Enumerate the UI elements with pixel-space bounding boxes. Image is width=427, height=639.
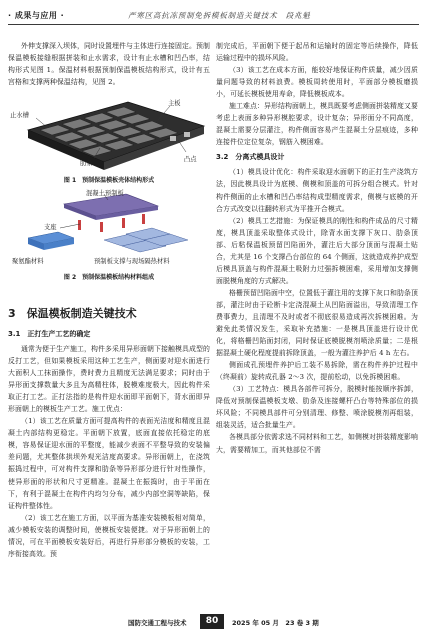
figure-1 (8, 92, 210, 174)
left-column-lower (8, 325, 210, 560)
subsection-3-2-title: 3.2 分离式模具设计 (216, 153, 285, 162)
figure-1-caption: 图 1 预制保温模板壳体结构形式 (63, 177, 155, 185)
right-paragraph-4: （1）模具设计优化：构件采取迎水面朝下的正打生产浇筑方法，因此模具设计为底模、侧模和顶盖的可拆分组合模式。针对构件侧面的止水槽和凹凸率结构成型精度需求，侧模与底模的开合方式改变以往翻转形式为平推开合模式。 (216, 168, 418, 213)
label-insulation: 预制板支撑与现场隔热材料 (94, 258, 170, 266)
footer-page-number: 80 (200, 614, 224, 629)
page-footer (0, 614, 427, 636)
label-stop-groove: 止水槽 (10, 112, 29, 120)
left-paragraph-1: 外伸支撑深入坝体，同时设置埋件与主体进行连接固定。预制保温模板接缝根据拼装和止水需求，设计有止水槽和凹凸率，结构形式见图 1。保温材料根据预制保温模板结构形式，设计有五宫格和支撑两种保温结构，见图 2。 (8, 42, 210, 87)
header-running-title: 严寒区高抗冻预制免拆模板制造关键技术 段兆魁 (128, 11, 311, 20)
section-3-title: 3 保温模板制造关键技术 (8, 307, 137, 320)
label-rib: 肋条 (80, 160, 93, 168)
label-bump: 凸点 (184, 156, 197, 164)
label-concrete-panel: 混凝土预制板 (86, 190, 124, 198)
left-column (8, 40, 210, 283)
figure-2-caption: 图 2 预制保温模板结构材料组成 (63, 274, 155, 282)
left-paragraph-2: 通常为便于生产施工，构件多采用异形面朝下接触模具成型的反打工艺，但如果模板采用这种工艺生产，侧面要对迎水面进行大面积人工抹面操作，费时费力且精度无法满足要求；同时由于异形面支撑数量大多且为高精柱体，脱模难度极大，因此构件采取正打工艺。正打法指的是构件迎水面即平面朝下，背水面即异形面朝上的模板生产工艺。施工优点： (8, 345, 210, 414)
right-paragraph-8: （3）工艺特点：模具各部件可拆分，脱模时能按顺序拆卸，降低对预制保温模板支墩、肋条及连接螺杆凸台等特殊部位的损坏风险；不同模具部件可分别清理、修整、喷涂脱模剂再组装，组装灵活，适合批量生产。 (216, 385, 418, 430)
label-polystyrene: 聚氨酯材料 (12, 258, 44, 266)
right-paragraph-9: 各模具部分依需求选不同材料和工艺，如侧模对拼装精度影响大，需要精加工，而其他部位不需 (216, 433, 418, 454)
right-paragraph-7: 侧面成孔预埋件养护后工装不易拆除，需在构件养护过程中（终凝前）旋转成孔器 2～3 次，提前松动，以免拆模困难。 (216, 361, 418, 382)
right-paragraph-1: 制完成后，平面朝下便于起吊和运输时的固定等后续操作，降低运输过程中的损坏风险。 (216, 42, 418, 63)
footer-journal: 国防交通工程与技术 (128, 619, 187, 627)
page-header (0, 0, 427, 26)
figure-2 (8, 190, 210, 272)
right-column (216, 40, 418, 456)
footer-issue: 2025 年 05 月 23 卷 3 期 (232, 619, 319, 627)
right-paragraph-5: （2）模具工艺措施：为保证模具的刚性和构件成品的尺寸精度，模具顶盖采取整体式设计，除背水面支撑下灰口、肋条顶部、后粘保温板预留凹陷面外，灌注后大部分顶面与混凝土贴合，尤其是 16 个支撑凸台部位的 64 个侧面，这就造成养护成型后模具顶盖与构件混凝土吸附力过强拆模困难，采用增加支撑侧面脱模角度的方式解决。 (216, 216, 418, 285)
label-main-panel: 主板 (168, 100, 181, 108)
right-paragraph-6: 格栅预留凹陷面中空，位置低于灌注用的支撑下灰口和肋条顶部，灌注时由于砼断卡定浇混凝土从凹陷面溢出，导致清理工作费事费力，且清理不及时或者不彻底很易造成再次拆模困难。为避免此类情况发生，采取补充措施：一是模具顶盖进行设计优化，将格栅凹陷面封闭，同时保证底模脱模剂喷涂质量；二是根据混凝土硬化程度提前拆除顶盖，一般为灌注养护后 4 h 左右。 (216, 288, 418, 358)
label-support: 支座 (44, 224, 57, 232)
header-rule (8, 24, 419, 25)
subsection-3-1-title: 3.1 正打生产工艺的确定 (8, 330, 91, 338)
right-paragraph-3: 施工难点：异形结构面朝上，模具既要考虑侧面拼装精度又要考虑上表面多种异形模腔要求，设计复杂；异形面分不同高度，混凝土需要分层灌注，构件侧面容易产生混凝土分层痕迹，多种连接件位定位复杂，钢筋入模困难。 (216, 102, 418, 147)
left-paragraph-3: （1）该工艺在质量方面可提高构件的表面光洁度和精度且混凝土内部结构更稳定。平面朝下放置，底面直接依托稳定的底模，容易保证迎水面的平整度，能减少表面不平整导致的安装偏差问题，尤其整体拱坝外观光洁度高要求。异形面朝上，在浇筑振捣过程中，可对构件支撑和肋条等异形部分进行针对性操作，使异形面的形状和尺寸更精准。混凝土在振捣时，由于平面在下，有利于混凝土在构件内均匀分布，减少内部空洞等缺陷，保证构件整体性。 (8, 417, 210, 510)
right-paragraph-2: （3）该工艺在成本方面，能较好地保证构件质量，减少因质量问题导致的材料浪费。模板周转使用时，平面部分模板磨损小，可延长模板使用寿命，降低模板成本。 (216, 66, 418, 99)
left-paragraph-4: （2）该工艺在施工方面，以平面为基准安装模板相对简单，减少模板安装的调整时间，使模板安装便捷。对于异形面朝上的情况，可在平面模板安装好后，再进行异形部分模板的安装，工序衔接高效。预 (8, 513, 210, 558)
header-section: · 成果与应用 · (8, 11, 65, 20)
